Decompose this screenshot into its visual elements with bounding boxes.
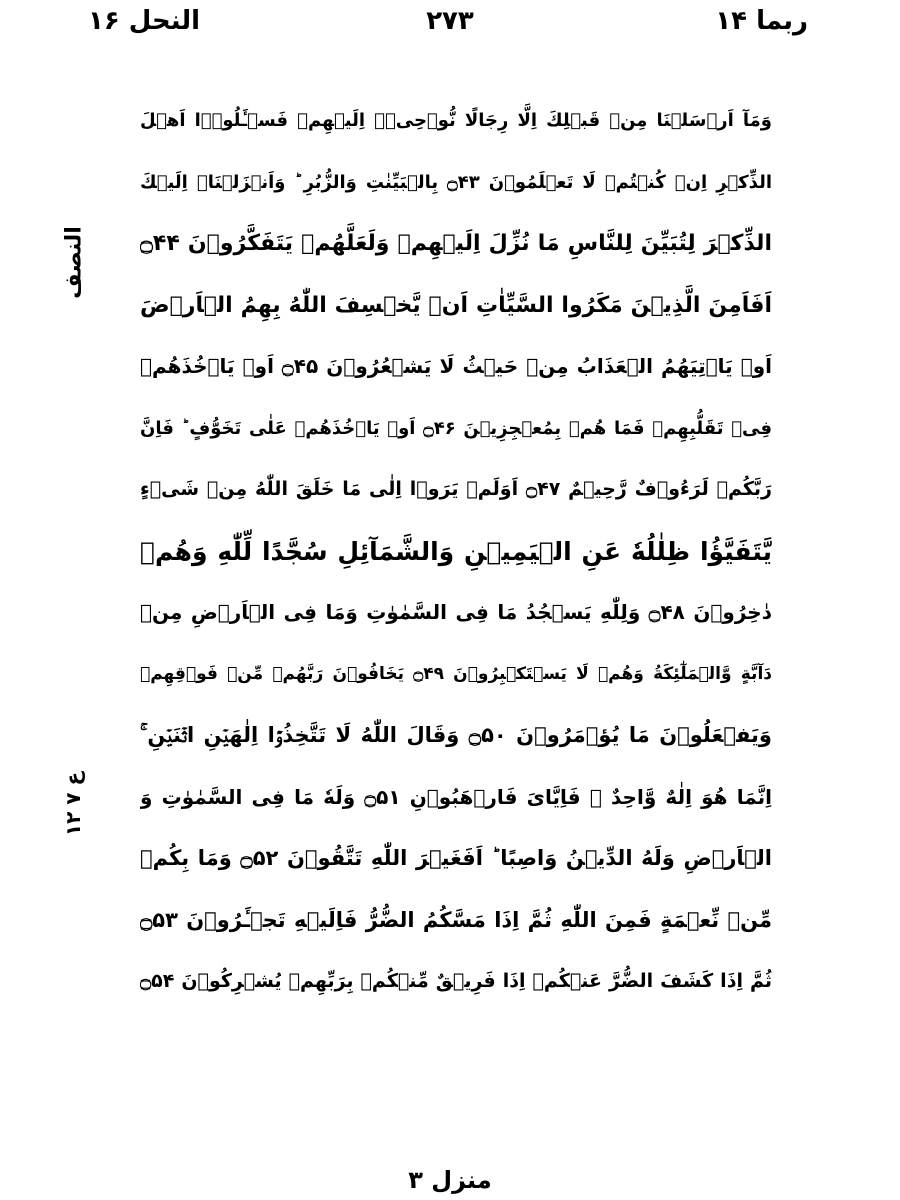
text-line: الۡاَرۡضِ وَلَهُ الدِّيۡنُ وَاصِبًا ؕ اَفَغَيۡرَ اللّٰهِ تَتَّقُوۡنَ ۝۵۲ وَمَا بِكُمۡ <box>140 846 772 870</box>
text-line: دَآبَّةٍ وَّالۡمَلٰٓئِكَةُ وَهُمۡ لَا يَسۡتَكۡبِرُوۡنَ ۝۴۹ يَخَافُوۡنَ رَبَّهُمۡ مِّنۡ فَوۡقِهِمۡ <box>140 663 772 684</box>
text-line: ثُمَّ اِذَا كَشَفَ الضُّرَّ عَنۡكُمۡ اِذَا فَرِيۡقٌ مِّنۡكُمۡ بِرَبِّهِمۡ يُشۡرِكُوۡنَ ۝۵۴ <box>140 970 772 992</box>
juz-name-header: ربما ۱۴ <box>715 6 808 36</box>
surah-name-header: النحل ۱۶ <box>88 6 201 36</box>
text-line: وَمَآ اَرۡسَلۡنَا مِنۡ قَبۡلِكَ اِلَّا رِجَالًا نُّوۡحِىۡۤ اِلَيۡهِمۡ فَسۡـَٔلُوۡۤا اَهۡلَ <box>140 110 772 131</box>
margin-note-nisf: النصف <box>61 226 87 299</box>
text-line: يَّتَفَيَّؤُا ظِلٰلُهٗ عَنِ الۡيَمِيۡنِ وَالشَّمَآئِلِ سُجَّدًا لِّلّٰهِ وَهُمۡ <box>140 536 772 566</box>
page-header <box>0 0 900 50</box>
quran-text-block <box>140 90 772 1013</box>
manzil-footer: منزل ۳ <box>408 1166 492 1194</box>
text-line: وَيَفۡعَلُوۡنَ مَا يُؤۡمَرُوۡنَ ۝۵۰ وَقَالَ اللّٰهُ لَا تَتَّخِذُوۡۤا اِلٰهَيۡنِ اثۡنَيۡنِ ۚ <box>140 723 772 747</box>
text-line: فِىۡ تَقَلُّبِهِمۡ فَمَا هُمۡ بِمُعۡجِزِيۡنَ ۝۴۶ اَوۡ يَاۡخُذَهُمۡ عَلٰى تَخَوُّفٍ ؕ فَاِنَّ <box>140 417 772 439</box>
text-line: الذِّكۡرَ لِتُبَيِّنَ لِلنَّاسِ مَا نُزِّلَ اِلَيۡهِمۡ وَلَعَلَّهُمۡ يَتَفَكَّرُوۡنَ ۝۴۴ <box>140 231 772 256</box>
text-line: اَفَاَمِنَ الَّذِيۡنَ مَكَرُوا السَّيِّاٰتِ اَنۡ يَّخۡسِفَ اللّٰهُ بِهِمُ الۡاَرۡضَ <box>140 292 772 318</box>
page-number: ۲۷۳ <box>426 6 474 36</box>
text-line: دٰخِرُوۡنَ ۝۴۸ وَلِلّٰهِ يَسۡجُدُ مَا فِى السَّمٰوٰتِ وَمَا فِى الۡاَرۡضِ مِنۡ <box>140 600 772 624</box>
text-line: اِنَّمَا هُوَ اِلٰهٌ وَّاحِدٌ ۚ فَاِيَّاىَ فَارۡهَبُوۡنِ ۝۵۱ وَلَهٗ مَا فِى السَّمٰوٰتِ وَ <box>140 784 772 809</box>
text-line: مِّنۡ نِّعۡمَةٍ فَمِنَ اللّٰهِ ثُمَّ اِذَا مَسَّكُمُ الضُّرُّ فَاِلَيۡهِ تَجۡـَٔرُوۡنَ ۝۵۳ <box>140 907 772 932</box>
text-line: الذِّكۡرِ اِنۡ كُنۡتُمۡ لَا تَعۡلَمُوۡنَ ۝۴۳ بِالۡبَيِّنٰتِ وَالزُّبُرِ ؕ وَاَنۡزَلۡنَاۤ اِلَيۡكَ <box>140 171 772 193</box>
margin-note-ruku: ع ۷ ۱۲ <box>61 771 85 837</box>
text-line: اَوۡ يَاۡتِيَهُمُ الۡعَذَابُ مِنۡ حَيۡثُ لَا يَشۡعُرُوۡنَ ۝۴۵ اَوۡ يَاۡخُذَهُمۡ <box>140 354 772 378</box>
text-line: رَبَّكُمۡ لَرَءُوۡفٌ رَّحِيۡمٌ ۝۴۷ اَوَلَمۡ يَرَوۡا اِلٰى مَا خَلَقَ اللّٰهُ مِنۡ شَىۡءٍ <box>140 478 772 500</box>
